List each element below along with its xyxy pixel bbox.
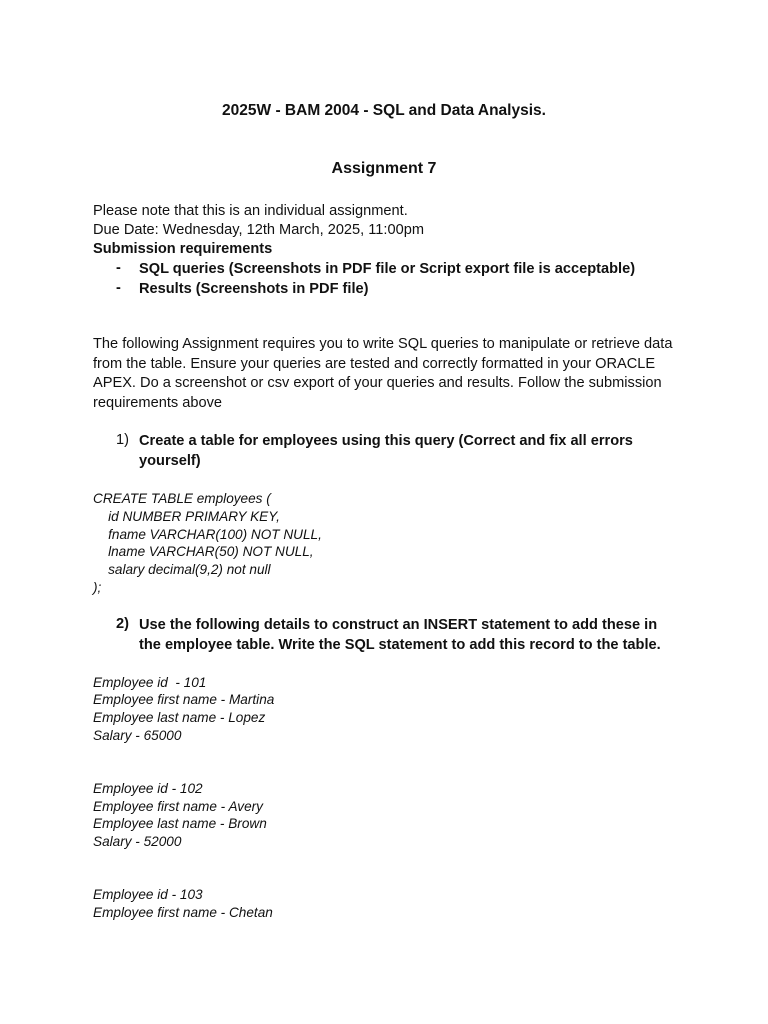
employee-last-name: Employee last name - Lopez	[93, 710, 266, 725]
requirement-text: SQL queries (Screenshots in PDF file or Script export file is acceptable)	[139, 261, 636, 277]
employee-salary: Salary - 65000	[93, 728, 182, 743]
code-line: id NUMBER PRIMARY KEY,	[93, 509, 280, 524]
question-text: Create a table for employees using this query (Correct and fix all errors yourself)	[139, 433, 633, 469]
employee-first-name: Employee first name - Avery	[93, 799, 263, 814]
code-line: );	[93, 580, 102, 595]
dash-bullet: -	[116, 260, 121, 276]
code-line: lname VARCHAR(50) NOT NULL,	[93, 544, 314, 559]
code-line: fname VARCHAR(100) NOT NULL,	[93, 527, 322, 542]
dash-bullet: -	[116, 280, 121, 296]
submission-heading: Submission requirements	[93, 241, 273, 257]
code-line: salary decimal(9,2) not null	[93, 562, 271, 577]
question-number: 2)	[116, 616, 129, 632]
employee-last-name: Employee last name - Brown	[93, 816, 267, 831]
employee-first-name: Employee first name - Chetan	[93, 905, 273, 920]
question-text: Use the following details to construct an INSERT statement to add these in the employee table. Write the SQL statement to add this record to the table.	[139, 617, 661, 653]
course-title: 2025W - BAM 2004 - SQL and Data Analysis.	[222, 102, 546, 119]
employee-id: Employee id - 101	[93, 675, 207, 690]
question-number: 1)	[116, 432, 129, 448]
due-date: Due Date: Wednesday, 12th March, 2025, 11:00pm	[93, 222, 424, 238]
employee-salary: Salary - 52000	[93, 834, 182, 849]
description-paragraph: The following Assignment requires you to write SQL queries to manipulate or retrieve data from the table. Ensure your queries are tested and correctly formatted in your ORACLE APEX. Do a screenshot or csv export of your queries and results. Follow the submission requirements above	[93, 336, 673, 411]
requirement-text: Results (Screenshots in PDF file)	[139, 281, 369, 297]
individual-note: Please note that this is an individual assignment.	[93, 203, 408, 219]
employee-first-name: Employee first name - Martina	[93, 692, 275, 707]
employee-id: Employee id - 102	[93, 781, 203, 796]
employee-id: Employee id - 103	[93, 887, 203, 902]
assignment-title: Assignment 7	[331, 160, 437, 177]
code-line: CREATE TABLE employees (	[93, 491, 271, 506]
